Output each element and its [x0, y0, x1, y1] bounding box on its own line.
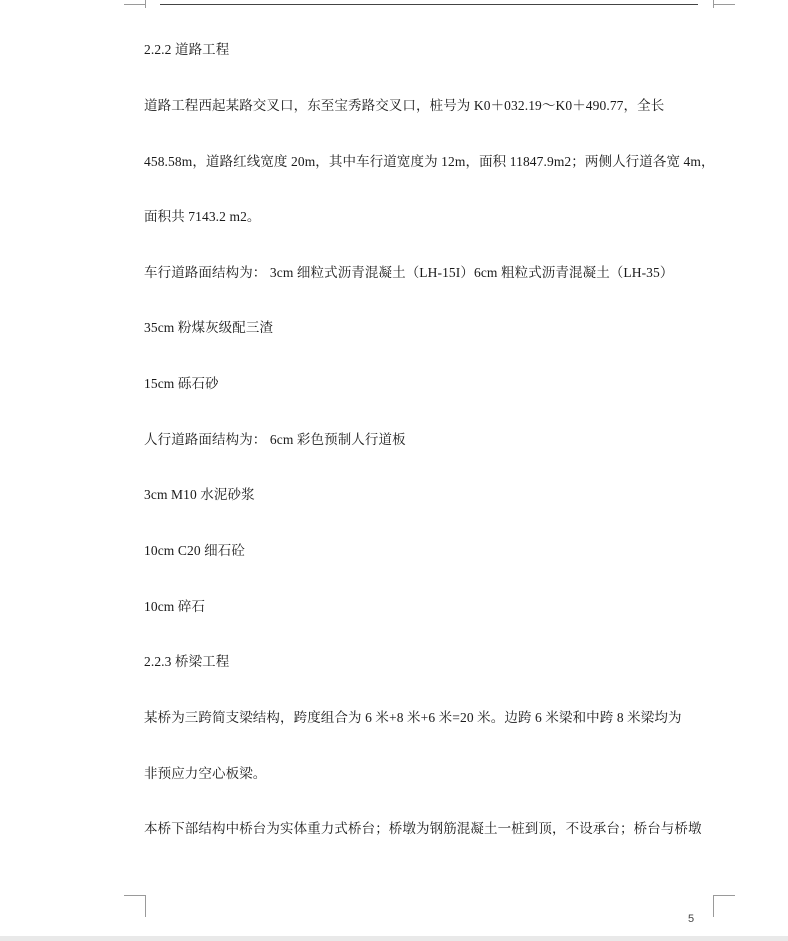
paragraph-line: 道路工程西起某路交叉口，东至宝秀路交叉口，桩号为 K0＋032.19～K0＋490.77，全长: [144, 98, 665, 113]
page-number: 5: [688, 913, 695, 925]
paragraph-line: 人行道路面结构为： 6cm 彩色预制人行道板: [144, 432, 406, 447]
paragraph-line: 458.58m，道路红线宽度 20m，其中车行道宽度为 12m，面积 11847.9m2；两侧人行道各宽 4m，: [144, 154, 715, 169]
paragraph-line: 本桥下部结构中桥台为实体重力式桥台；桥墩为钢筋混凝土一桩到顶，不设承台；桥台与桥墩: [144, 821, 702, 836]
page-gap: [0, 936, 788, 941]
crop-mark-bottom-left-h: [124, 895, 145, 896]
crop-mark-top-left-h: [124, 4, 145, 5]
heading-road-engineering: 2.2.2 道路工程: [144, 42, 230, 57]
crop-mark-bottom-right-h: [713, 895, 735, 896]
crop-mark-bottom-left: [145, 895, 146, 917]
paragraph-line: 3cm M10 水泥砂浆: [144, 487, 255, 502]
paragraph-line: 非预应力空心板梁。: [144, 766, 267, 781]
paragraph-line: 10cm 碎石: [144, 599, 206, 614]
crop-mark-bottom-right: [713, 895, 714, 917]
crop-mark-top-right-h: [713, 4, 735, 5]
paragraph-line: 15cm 砾石砂: [144, 376, 219, 391]
paragraph-line: 10cm C20 细石砼: [144, 543, 245, 558]
crop-mark-top-left: [145, 0, 146, 8]
paragraph-line: 35cm 粉煤灰级配三渣: [144, 320, 274, 335]
paragraph-line: 车行道路面结构为： 3cm 细粒式沥青混凝土（LH-15I）6cm 粗粒式沥青混凝土（LH-35）: [144, 265, 674, 280]
header-rule: [160, 4, 698, 5]
heading-bridge-engineering: 2.2.3 桥梁工程: [144, 654, 230, 669]
paragraph-line: 某桥为三跨简支梁结构，跨度组合为 6 米+8 米+6 米=20 米。边跨 6 米梁和中跨 8 米梁均为: [144, 710, 682, 725]
paragraph-line: 面积共 7143.2 m2。: [144, 209, 261, 224]
